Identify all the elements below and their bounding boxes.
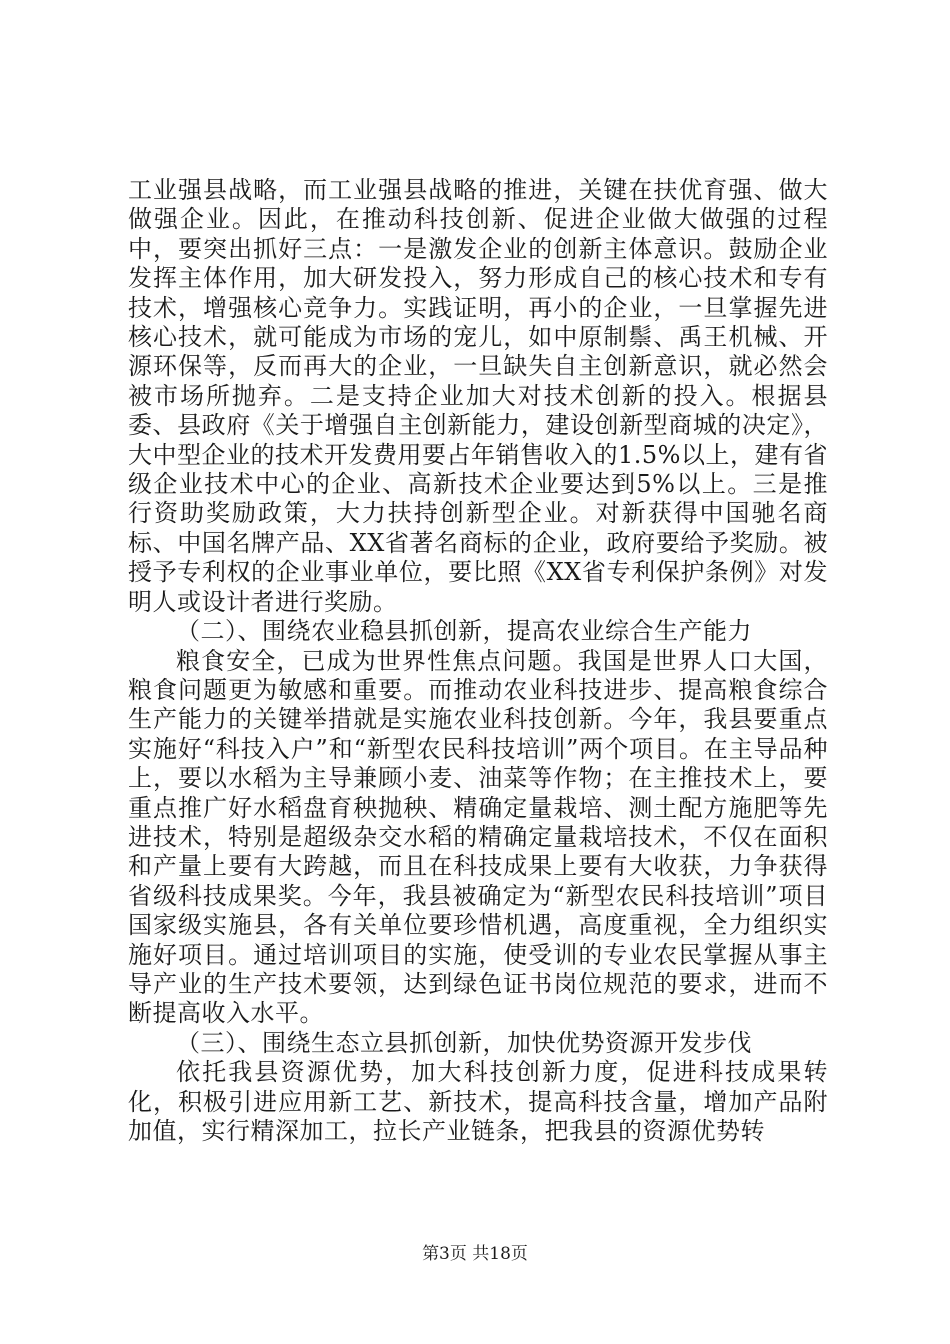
section-heading-2: （二）、围绕农业稳县抓创新，提高农业综合生产能力 bbox=[176, 617, 752, 646]
paragraph-resources: 依托我县资源优势，加大科技创新力度，促进科技成果转化，积极引进应用新工艺、新技术，提高科技含量，增加产品附加值，实行精深加工，拉长产业链条，把我县的资源优势转 bbox=[128, 1058, 828, 1145]
section-heading-3: （三）、围绕生态立县抓创新，加快优势资源开发步伐 bbox=[176, 1028, 752, 1057]
body-text bbox=[128, 176, 828, 1146]
page-footer: 第3页 共18页 bbox=[422, 1244, 528, 1264]
paragraph-agriculture: 粮食安全，已成为世界性焦点问题。我国是世界人口大国，粮食问题更为敏感和重要。而推动农业科技进步、提高粮食综合生产能力的关键举措就是实施农业科技创新。今年，我县要重点实施好“科技入户”和“新型农民科技培训”两个项目。在主导品种上，要以水稻为主导兼顾小麦、油菜等作物；在主推技术上，要重点推广好水稻盘育秧抛秧、精确定量栽培、测土配方施肥等先进技术，特别是超级杂交水稻的精确定量栽培技术，不仅在面积和产量上要有大跨越，而且在科技成果上要有大收获，力争获得省级科技成果奖。今年，我县被确定为“新型农民科技培训”项目国家级实施县，各有关单位要珍惜机遇，高度重视，全力组织实施好项目。通过培训项目的实施，使受训的专业农民掌握从事主导产业的生产技术要领，达到绿色证书岗位规范的要求，进而不断提高收入水平。 bbox=[128, 646, 828, 1028]
paragraph-continuation: 工业强县战略，而工业强县战略的推进，关键在扶优育强、做大做强企业。因此，在推动科技创新、促进企业做大做强的过程中，要突出抓好三点：一是激发企业的创新主体意识。鼓励企业发挥主体作用，加大研发投入，努力形成自己的核心技术和专有技术，增强核心竞争力。实践证明，再小的企业，一旦掌握先进核心技术，就可能成为市场的宠儿，如中原制鬃、禹王机械、开源环保等，反而再大的企业，一旦缺失自主创新意识，就必然会被市场所抛弃。二是支持企业加大对技术创新的投入。根据县委、县政府《关于增强自主创新能力，建设创新型商城的决定》，大中型企业的技术开发费用要占年销售收入的1.5%以上，建有省级企业技术中心的企业、高新技术企业要达到5%以上。三是推行资助奖励政策，大力扶持创新型企业。对新获得中国驰名商标、中国名牌产品、XX省著名商标的企业，政府要给予奖励。被授予专利权的企业事业单位，要比照《XX省专利保护条例》对发明人或设计者进行奖励。 bbox=[128, 176, 828, 616]
